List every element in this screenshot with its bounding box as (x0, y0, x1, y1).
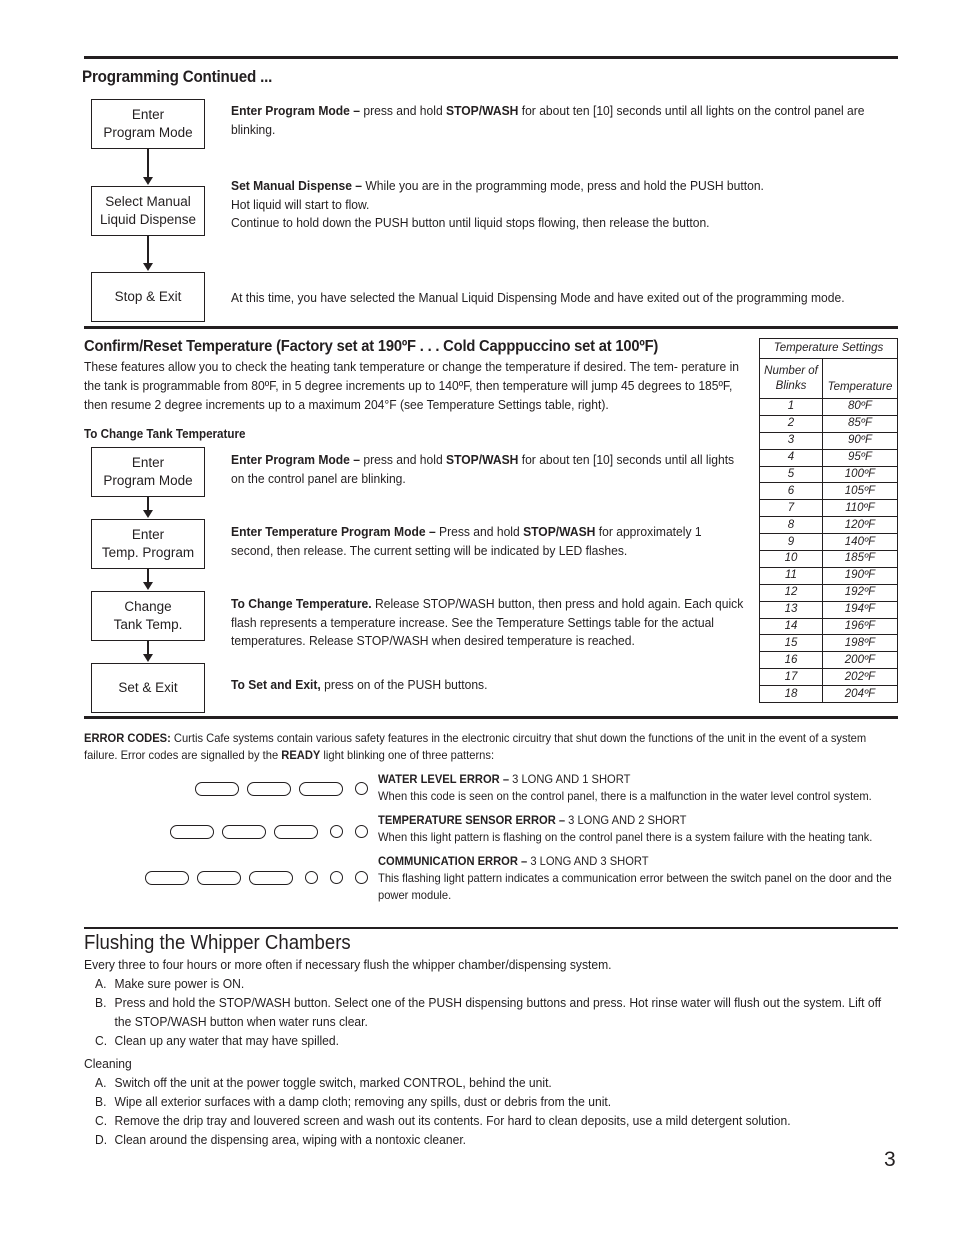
temperature-cell: 192ºF (823, 584, 898, 601)
section-rule (84, 716, 898, 719)
error-communication: COMMUNICATION ERROR – 3 LONG AND 3 SHORT This flashing light pattern indicates a communication error between the switch panel on the door and the power module. (378, 854, 892, 902)
step-set-manual-dispense: Set Manual Dispense – While you are in the programming mode, press and hold the PUSH button. Hot liquid will start to flow. Continue to hold down the PUSH button until liquid stops flowing, then release the button. (231, 178, 764, 230)
flow-box-set-exit: Set & Exit (91, 663, 205, 713)
step-set-and-exit: To Set and Exit, press on of the PUSH buttons. (231, 677, 488, 692)
table-row (760, 584, 898, 601)
temperature-cell: 140ºF (823, 534, 898, 551)
long-blink-icon (274, 825, 318, 839)
step-enter-program-mode-2: Enter Program Mode – press and hold STOP/WASH for about ten [10] seconds until all lights on the control panel are blinking. (231, 452, 735, 486)
step-stop-exit: At this time, you have selected the Manual Liquid Dispensing Mode and have exited out of the programming mode. (231, 290, 845, 305)
temperature-cell: 190ºF (823, 567, 898, 584)
flow-connector (147, 149, 149, 177)
temperature-cell: 110ºF (823, 500, 898, 517)
blink-count-cell: 3 (760, 432, 823, 449)
step-change-temperature: To Change Temperature. Release STOP/WASH button, then press and hold again. Each quick flash represents a temperature increase. See the Temperature Settings table for the actual temperatures. Release STOP/WASH when desired temperature is reached. (231, 596, 744, 648)
flow-box-change-tank-temp: Change Tank Temp. (91, 591, 205, 641)
blink-count-cell: 8 (760, 517, 823, 534)
list-item: B. Wipe all exterior surfaces with a damp cloth; removing any spills, dust or debris from the unit. (95, 1094, 612, 1109)
section-rule (84, 326, 898, 329)
arrow-down-icon (143, 263, 153, 271)
temperature-heading: Confirm/Reset Temperature (Factory set at 190ºF . . . Cold Capppuccino set at 100ºF) (84, 338, 659, 355)
table-row (760, 415, 898, 432)
col-header-blinks: Number of Blinks (760, 359, 823, 399)
table-row (760, 466, 898, 483)
table-caption: Temperature Settings (760, 339, 898, 359)
table-row (760, 449, 898, 466)
long-blink-icon (249, 871, 293, 885)
list-item: D. Clean around the dispensing area, wiping with a nontoxic cleaner. (95, 1132, 467, 1147)
col-header-temperature: Temperature (823, 359, 898, 399)
temperature-cell: 90ºF (823, 432, 898, 449)
short-blink-icon (355, 825, 368, 838)
flow-box-select-manual-liquid-dispense: Select Manual Liquid Dispense (91, 186, 205, 236)
blink-count-cell: 2 (760, 415, 823, 432)
flow-connector (147, 641, 149, 654)
arrow-down-icon (143, 177, 153, 185)
temperature-cell: 185ºF (823, 551, 898, 568)
temperature-cell: 120ºF (823, 517, 898, 534)
long-blink-icon (195, 782, 239, 796)
temperature-cell: 100ºF (823, 466, 898, 483)
blink-count-cell: 17 (760, 669, 823, 686)
table-row (760, 601, 898, 618)
flushing-heading: Flushing the Whipper Chambers (84, 932, 351, 954)
short-blink-icon (305, 871, 318, 884)
table-row (760, 686, 898, 703)
blink-count-cell: 6 (760, 483, 823, 500)
blink-count-cell: 16 (760, 652, 823, 669)
blink-count-cell: 14 (760, 618, 823, 635)
short-blink-icon (355, 871, 368, 884)
temperature-cell: 105ºF (823, 483, 898, 500)
arrow-down-icon (143, 510, 153, 518)
list-item: A. Switch off the unit at the power toggle switch, marked CONTROL, behind the unit. (95, 1075, 552, 1090)
blink-count-cell: 13 (760, 601, 823, 618)
blink-count-cell: 4 (760, 449, 823, 466)
flow-box-enter-program-mode-2: Enter Program Mode (91, 447, 205, 497)
table-row (760, 399, 898, 416)
blink-count-cell: 9 (760, 534, 823, 551)
table-row (760, 618, 898, 635)
table-row (760, 567, 898, 584)
table-row (760, 652, 898, 669)
error-codes-intro: ERROR CODES: Curtis Cafe systems contain various safety features in the electronic circuitry that shut down the functions of the unit in the event of a system failure. Error codes are signalled by the READY light blinking one of three patterns: (84, 731, 867, 762)
temperature-cell: 202ºF (823, 669, 898, 686)
short-blink-icon (330, 871, 343, 884)
step-enter-program-mode: Enter Program Mode – press and hold STOP/WASH for about ten [10] seconds until all lights on the control panel are blinking. (231, 103, 865, 137)
temperature-cell: 95ºF (823, 449, 898, 466)
temperature-cell: 198ºF (823, 635, 898, 652)
temperature-cell: 85ºF (823, 415, 898, 432)
cleaning-label: Cleaning (84, 1056, 132, 1071)
blink-count-cell: 7 (760, 500, 823, 517)
table-row (760, 669, 898, 686)
short-blink-icon (355, 782, 368, 795)
temperature-cell: 194ºF (823, 601, 898, 618)
flow-box-enter-program-mode: Enter Program Mode (91, 99, 205, 149)
table-row (760, 483, 898, 500)
flushing-intro: Every three to four hours or more often if necessary flush the whipper chamber/dispensing system. (84, 957, 612, 972)
blink-count-cell: 15 (760, 635, 823, 652)
blink-count-cell: 5 (760, 466, 823, 483)
top-rule (84, 56, 898, 59)
programming-heading: Programming Continued ... (82, 68, 273, 86)
long-blink-icon (145, 871, 189, 885)
blink-count-cell: 12 (760, 584, 823, 601)
list-item: C. Remove the drip tray and louvered screen and wash out its contents. For hard to clean deposits, use a mild detergent solution. (95, 1113, 791, 1128)
change-temp-subheading: To Change Tank Temperature (84, 427, 246, 441)
temperature-intro: These features allow you to check the heating tank temperature or change the temperature if desired. The tem- perature in the tank is programmable from 80ºF, in 5 degree increments up to 140ºF, then temperature will jump 45 degrees to 185ºF, then resume 2 degree increments up to a maximum 204°F (see Temperature Settings table, right). (84, 359, 740, 412)
flushing-steps (95, 974, 895, 1050)
table-row (760, 534, 898, 551)
flow-connector (147, 497, 149, 510)
cleaning-steps (95, 1073, 895, 1149)
list-item: C. Clean up any water that may have spilled. (95, 1033, 339, 1048)
temperature-cell: 80ºF (823, 399, 898, 416)
step-enter-temp-program-mode: Enter Temperature Program Mode – Press and hold STOP/WASH for approximately 1 second, then release. The current setting will be indicated by LED flashes. (231, 524, 702, 558)
long-blink-icon (170, 825, 214, 839)
blink-count-cell: 18 (760, 686, 823, 703)
short-blink-icon (330, 825, 343, 838)
long-blink-icon (299, 782, 343, 796)
flow-connector (147, 569, 149, 582)
blink-count-cell: 10 (760, 551, 823, 568)
error-water-level: WATER LEVEL ERROR – 3 LONG AND 1 SHORT When this code is seen on the control panel, there is a malfunction in the water level control system. (378, 772, 872, 803)
blink-count-cell: 1 (760, 399, 823, 416)
table-row (760, 432, 898, 449)
temperature-cell: 200ºF (823, 652, 898, 669)
flow-box-stop-exit: Stop & Exit (91, 272, 205, 322)
flow-box-enter-temp-program: Enter Temp. Program (91, 519, 205, 569)
flow-connector (147, 236, 149, 263)
temperature-cell: 196ºF (823, 618, 898, 635)
long-blink-icon (197, 871, 241, 885)
long-blink-icon (247, 782, 291, 796)
temperature-settings-table (759, 338, 898, 703)
table-row (760, 500, 898, 517)
blink-count-cell: 11 (760, 567, 823, 584)
section-rule (84, 927, 898, 929)
arrow-down-icon (143, 654, 153, 662)
table-row (760, 551, 898, 568)
page-number: 3 (884, 1148, 896, 1171)
table-row (760, 635, 898, 652)
long-blink-icon (222, 825, 266, 839)
temperature-cell: 204ºF (823, 686, 898, 703)
list-item: A. Make sure power is ON. (95, 976, 245, 991)
list-item: B. Press and hold the STOP/WASH button. Select one of the PUSH dispensing buttons and press. Hot rinse water will flush out the system. Lift off the STOP/WASH button when water runs clear. (95, 995, 882, 1029)
arrow-down-icon (143, 582, 153, 590)
table-row (760, 517, 898, 534)
error-temperature-sensor: TEMPERATURE SENSOR ERROR – 3 LONG AND 2 SHORT When this light pattern is flashing on the control panel there is a system failure with the heating tank. (378, 813, 873, 844)
